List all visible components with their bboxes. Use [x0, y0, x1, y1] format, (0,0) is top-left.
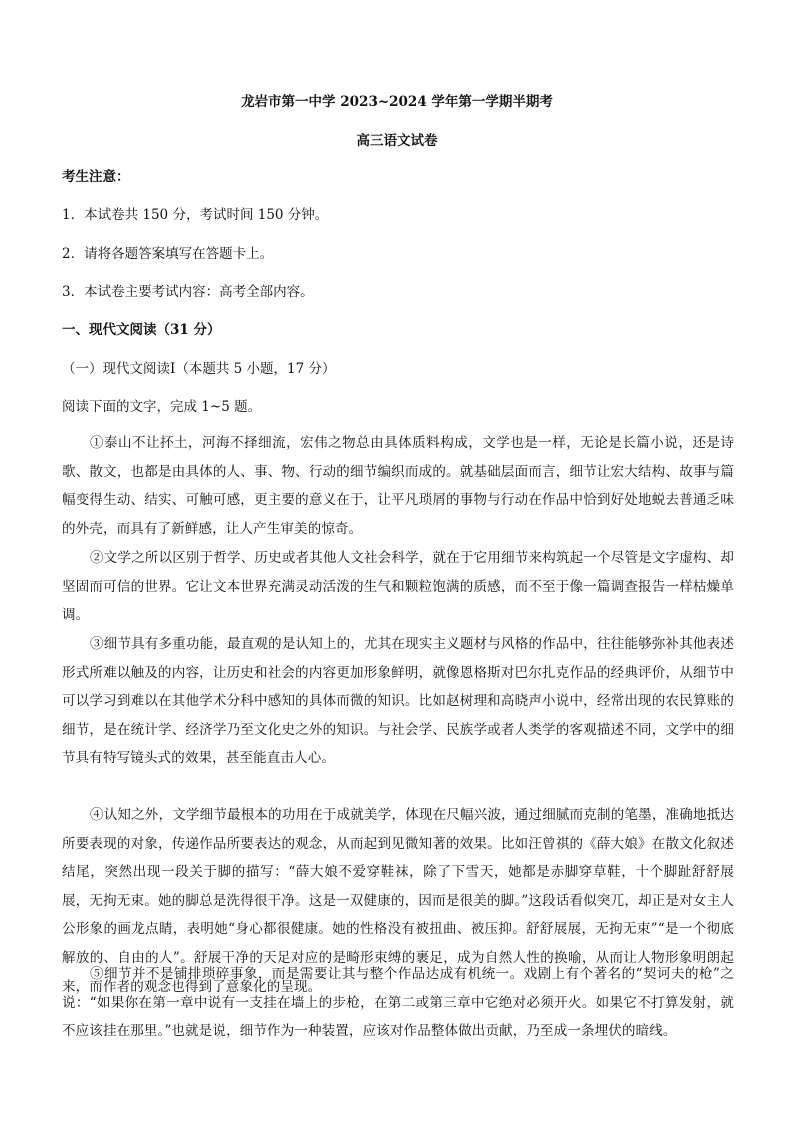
notice-item: 2．请将各题答案填写在答题卡上。	[62, 246, 274, 262]
section-subheading: （一）现代文阅读Ⅰ（本题共 5 小题，17 分）	[62, 361, 336, 377]
notice-heading: 考生注意：	[62, 169, 130, 185]
exam-title: 龙岩市第一中学 2023~2024 学年第一学期半期考	[241, 94, 553, 110]
reading-paragraph: ①泰山不让抔土，河海不择细流，宏伟之物总由具体质料构成，文学也是一样，无论是长篇小说，还是诗歌、散文，也都是由具体的人、事、物、行动的细节编织而成的。就基础层面而言，细节让宏大结构、故事与篇幅变得生动、结实、可触可感，更主要的意义在于，让平凡琐屑的事物与行动在作品中恰到好处地蜕去普通乏味的外壳，而具有了新鲜感，让人产生审美的惊奇。	[62, 435, 734, 537]
reading-paragraph: ⑤细节并不是铺排琐碎事象，而是需要让其与整个作品达成有机统一。戏剧上有个著名的“契诃夫的枪”之说：“如果你在第一章中说有一支挂在墙上的步枪，在第二或第三章中它绝对必须开火。如果它不打算发射，就不应该挂在那里。”也就是说，细节作为一种装置，应该对作品整体做出贡献，乃至成一条埋伏的暗线。	[62, 966, 734, 1040]
exam-subtitle: 高三语文试卷	[356, 133, 438, 149]
reading-instruction: 阅读下面的文字，完成 1~5 题。	[62, 399, 262, 415]
reading-paragraph: ③细节具有多重功能，最直观的是认知上的，尤其在现实主义题材与风格的作品中，往往能够弥补其他表述形式所难以触及的内容，让历史和社会的内容更加形象鲜明，就像恩格斯对巴尔扎克作品的经典评价，从细节中可以学习到难以在其他学术分科中感知的具体而微的知识。比如赵树理和高晓声小说中，经常出现的农民算账的细节，是在统计学、经济学乃至文化史之外的知识。与社会学、民族学或者人类学的客观描述不同，文学中的细节具有特写镜头式的效果，甚至能直击人心。	[62, 636, 734, 767]
reading-paragraph: ②文学之所以区别于哲学、历史或者其他人文社会科学，就在于它用细节来构筑起一个尽管是文字虚构、却坚固而可信的世界。它让文本世界充满灵动活泼的生气和颗粒饱满的质感，而不至于像一篇调查报告一样枯燥单调。	[62, 550, 734, 624]
notice-item: 3．本试卷主要考试内容：高考全部内容。	[62, 284, 314, 300]
reading-paragraph: ④认知之外，文学细节最根本的功用在于成就美学，体现在尺幅兴波，通过细腻而克制的笔墨，准确地抵达所要表现的对象，传递作品所要表达的观念，从而起到见微知著的效果。比如汪曾祺的《薛大娘》在散文化叙述结尾，突然出现一段关于脚的描写：“薛大娘不爱穿鞋袜，除了下雪天，她都是赤脚穿草鞋，十个脚趾舒舒展展，无拘无束。她的脚总是洗得很干净。这是一双健康的，因而是很美的脚。”这段话看似突兀，却正是对女主人公形象的画龙点睛，表明她“身心都很健康。她的性格没有被扭曲、被压抑。舒舒展展，无拘无束”“是一个彻底解放的、自由的人”。舒展干净的天足对应的是畸形束缚的裹足，成为自然人性的换喻，从而让人物形象明朗起来，而作者的观念也得到了意象化的呈现。	[62, 807, 734, 995]
notice-item: 1．本试卷共 150 分，考试时间 150 分钟。	[62, 207, 329, 223]
section-heading: 一、现代文阅读（31 分）	[62, 322, 221, 338]
